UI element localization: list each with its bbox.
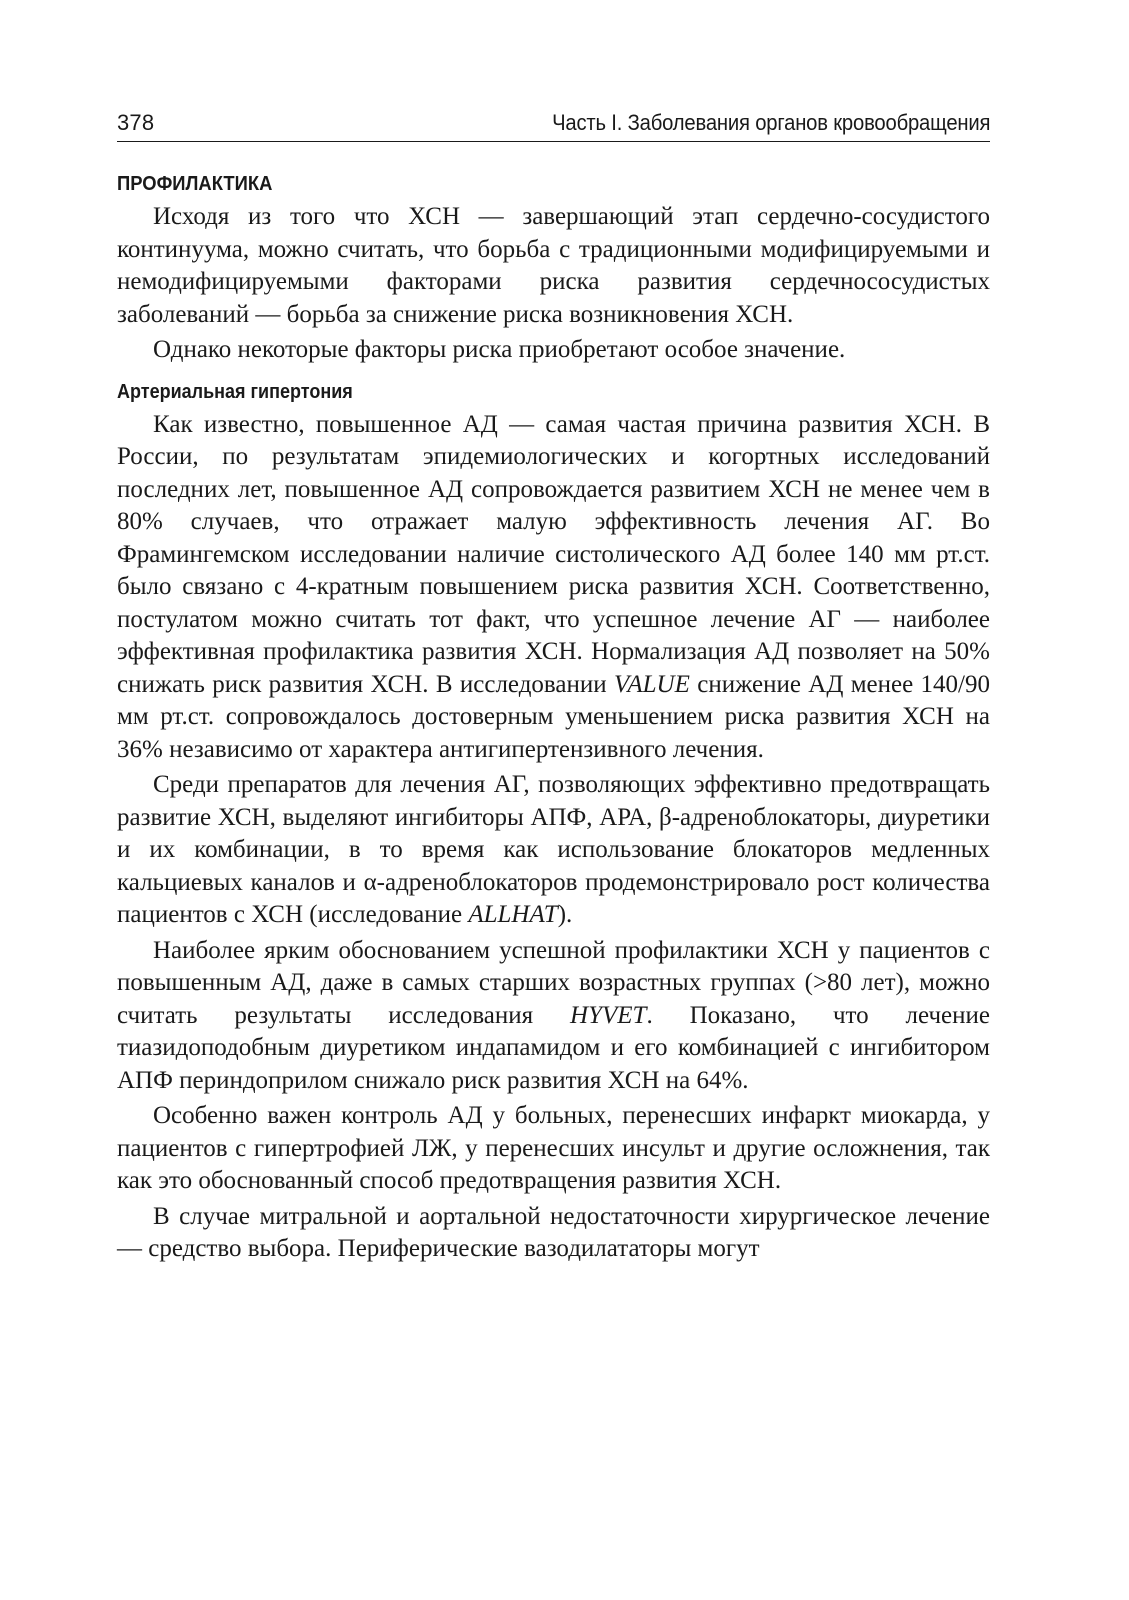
book-page bbox=[117, 108, 990, 1266]
subsection-heading-hypertension: Артериальная гипертония bbox=[117, 380, 353, 403]
study-name: VALUE bbox=[613, 670, 690, 698]
study-name: ALLHAT bbox=[468, 901, 558, 928]
paragraph: Среди препаратов для лечения АГ, позволяющих эффективно предотвращать развитие ХСН, выделяют ингибиторы АПФ, АРА, β-адреноблокаторы, диуретики и их комбинации, в то время как использование блокаторов медленных кальциевых каналов и α-адреноблокаторов продемонстрировало рост количества пациентов с ХСН (исследование ALLHAT). bbox=[117, 771, 990, 928]
running-header bbox=[117, 108, 990, 142]
paragraph: В случае митральной и аортальной недостаточности хирургическое лечение — средство выбора. Периферические вазодилататоры могут bbox=[117, 1202, 990, 1262]
study-name: HYVET bbox=[570, 1001, 647, 1029]
section-heading-prevention: ПРОФИЛАКТИКА bbox=[117, 173, 273, 195]
paragraph: Как известно, повышенное АД — самая частая причина развития ХСН. В России, по результатам эпидемиологических и когортных исследований последних лет, повышенное АД сопровождается развитием ХСН не менее чем в 80% случаев, что отражает малую эффективность лечения АГ. Во Фрамингемском исследовании наличие систолического АД более 140 мм рт.ст. было связано с 4-кратным повышением риска развития ХСН. Соответственно, постулатом можно считать тот факт, что успешное лечение АГ — наиболее эффективная профилактика развития ХСН. Нормализация АД позволяет на 50% снижать риск развития ХСН. В исследовании VALUE снижение АД менее 140/90 мм рт.ст. сопровождалось достоверным уменьшением риска развития ХСН на 36% независимо от характера антигипертензивного лечения. bbox=[117, 410, 990, 763]
paragraph: Особенно важен контроль АД у больных, перенесших инфаркт миокарда, у пациентов с гипертрофией ЛЖ, у перенесших инсульт и другие осложнения, так как это обоснованный способ предотвращения развития ХСН. bbox=[117, 1102, 990, 1194]
paragraph: Наиболее ярким обоснованием успешной профилактики ХСН у пациентов с повышенным АД, даже в самых старших возрастных группах (>80 лет), можно считать результаты исследования HYVET. Показано, что лечение тиазидоподобным диуретиком индапамидом и его комбинацией с ингибитором АПФ периндоприлом снижало риск развития ХСН на 64%. bbox=[117, 936, 990, 1094]
page-number: 378 bbox=[117, 110, 155, 135]
chapter-title: Часть I. Заболевания органов кровообращения bbox=[551, 110, 990, 135]
paragraph: Однако некоторые факторы риска приобретают особое значение. bbox=[153, 336, 846, 363]
paragraph: Исходя из того что ХСН — завершающий этап сердечно-сосудистого континуума, можно считать, что борьба с традиционными модифицируемыми и немодифицируемыми факторами риска развития сердечнососудистых заболеваний — борьба за снижение риска возникновения ХСН. bbox=[117, 203, 990, 328]
